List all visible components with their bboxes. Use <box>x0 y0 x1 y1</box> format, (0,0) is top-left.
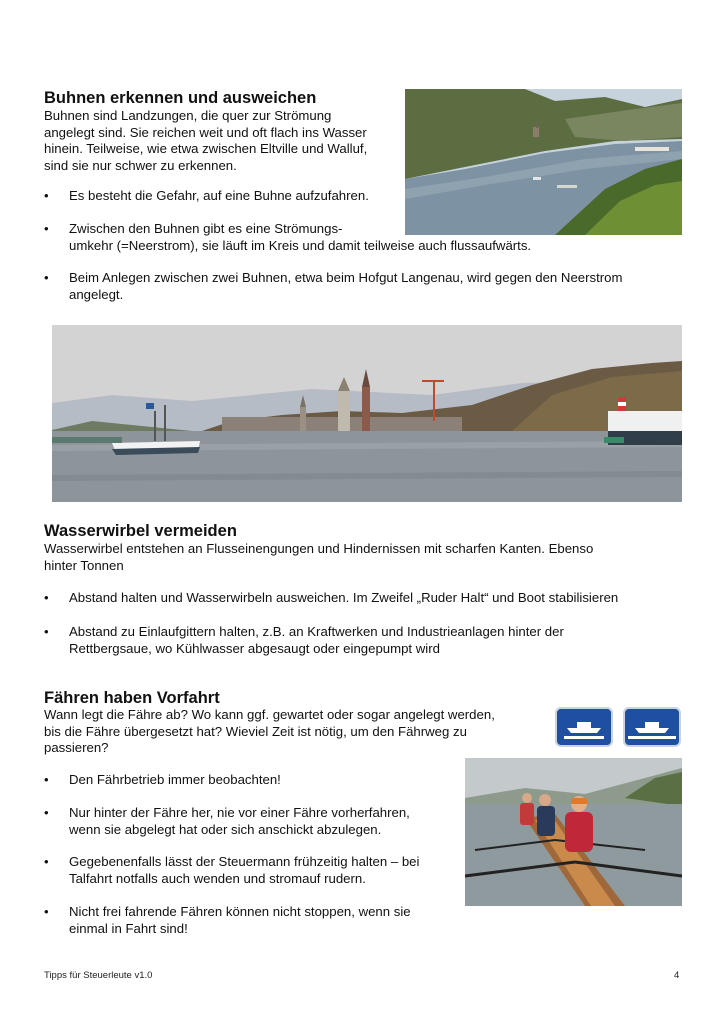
section3-paragraph <box>44 707 544 757</box>
bullet-marker: • <box>44 590 49 605</box>
list-item-text: Talfahrt notfalls auch wenden und stromauf rudern. <box>69 870 366 886</box>
bullet-marker: • <box>44 772 49 787</box>
section1-line: Buhnen sind Landzungen, die quer zur Strömung <box>44 108 332 123</box>
section-title-faehren: Fähren haben Vorfahrt <box>44 689 220 707</box>
list-item-text: angelegt. <box>69 286 124 302</box>
section3-line: passieren? <box>44 740 109 755</box>
bullet-marker: • <box>44 624 49 639</box>
list-item-text: Abstand halten und Wasserwirbeln ausweichen. Im Zweifel „Ruder Halt“ und Boot stabilisieren <box>69 590 619 605</box>
section1-line: angelegt sind. Sie reichen weit und oft flach ins Wasser <box>44 124 367 140</box>
bullet-marker: • <box>44 270 49 285</box>
list-item-text: einmal in Fahrt sind! <box>69 920 188 936</box>
list-item-text: Abstand zu Einlaufgittern halten, z.B. an Kraftwerken und Industrieanlagen hinter der <box>69 624 564 639</box>
bullet-marker: • <box>44 854 49 869</box>
list-item-text: umkehr (=Neerstrom), sie läuft im Kreis und damit teilweise auch flussaufwärts. <box>69 237 532 253</box>
section1-line: hinein. Teilweise, wie etwa zwischen Eltville und Walluf, <box>44 141 368 156</box>
section1-line: sind sie nur schwer zu erkennen. <box>44 157 237 173</box>
list-item <box>44 221 684 255</box>
photo-rhine-panorama <box>52 325 682 502</box>
section3-line: bis die Fähre übergesetzt hat? Wieviel Zeit ist nötig, um den Fährweg zu <box>44 723 467 739</box>
list-item-text: Gegebenenfalls lässt der Steuermann frühzeitig halten – bei <box>69 854 420 869</box>
list-item-text: Den Fährbetrieb immer beobachten! <box>69 772 281 787</box>
list-item-text: Zwischen den Buhnen gibt es eine Strömungs- <box>69 221 343 236</box>
section-title-wasserwirbel: Wasserwirbel vermeiden <box>44 522 237 540</box>
bullet-marker: • <box>44 221 49 236</box>
bullet-marker: • <box>44 188 49 203</box>
section-title-buhnen: Buhnen erkennen und ausweichen <box>44 89 317 107</box>
list-item-text: Es besteht die Gefahr, auf eine Buhne aufzufahren. <box>69 188 369 203</box>
section3-line: Wann legt die Fähre ab? Wo kann ggf. gewartet oder sogar angelegt werden, <box>44 707 495 722</box>
list-item <box>44 904 454 938</box>
section2-line: Wasserwirbel entstehen an Flusseinengungen und Hindernissen mit scharfen Kanten. Ebenso <box>44 541 594 556</box>
section2-paragraph <box>44 541 694 574</box>
list-item <box>44 772 444 789</box>
footer-title: Tipps für Steuerleute v1.0 <box>44 970 153 981</box>
photo-rowing-crew <box>465 758 682 906</box>
list-item-text: Nicht frei fahrende Fähren können nicht stoppen, wenn sie <box>69 904 411 919</box>
ferry-sign-icon <box>555 707 613 747</box>
photo-rhine-valley <box>405 89 682 235</box>
list-item-text: Nur hinter der Fähre her, nie vor einer Fähre vorherfahren, <box>69 805 410 820</box>
list-item <box>44 624 694 658</box>
list-item <box>44 590 694 607</box>
page-number: 4 <box>674 970 680 981</box>
list-item-text: wenn sie abgelegt hat oder sich anschickt abzulegen. <box>69 821 382 837</box>
section1-paragraph <box>44 108 367 174</box>
list-item <box>44 805 454 839</box>
list-item <box>44 854 454 888</box>
list-item <box>44 188 394 205</box>
list-item-text: Beim Anlegen zwischen zwei Buhnen, etwa beim Hofgut Langenau, wird gegen den Neerstrom <box>69 270 623 285</box>
section2-line: hinter Tonnen <box>44 557 124 573</box>
bullet-marker: • <box>44 805 49 820</box>
list-item-text: Rettbergsaue, wo Kühlwasser abgesaugt oder eingepumpt wird <box>69 640 440 656</box>
bullet-marker: • <box>44 904 49 919</box>
list-item <box>44 270 684 304</box>
ferry-sign-icon <box>623 707 681 747</box>
